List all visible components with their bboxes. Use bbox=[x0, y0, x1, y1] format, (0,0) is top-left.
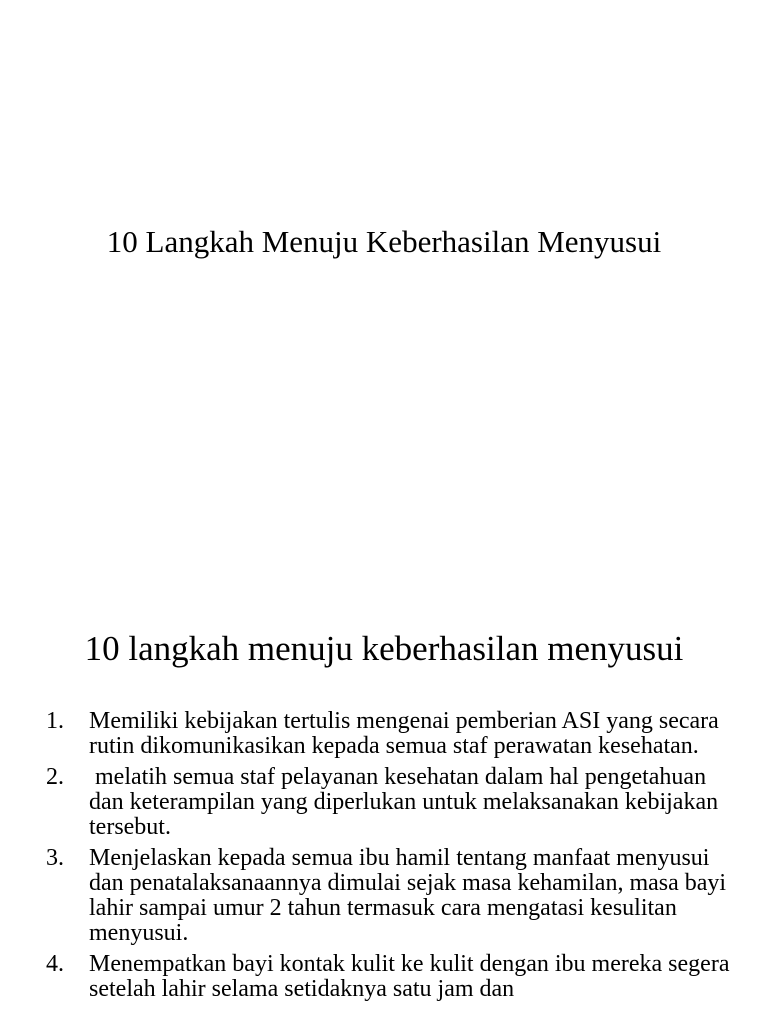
step-text: Menjelaskan kepada semua ibu hamil tentang manfaat menyusui dan penatalaksanaannya dimulai sejak masa kehamilan, masa bayi lahir sampai umur 2 tahun termasuk cara mengatasi kesulitan menyusui. bbox=[89, 845, 733, 946]
step-number: 2. bbox=[46, 764, 64, 790]
step-number: 1. bbox=[46, 708, 64, 734]
steps-list bbox=[0, 709, 768, 1008]
list-item-step-4 bbox=[0, 952, 768, 1002]
step-number: 4. bbox=[46, 951, 64, 977]
list-item-step-2 bbox=[0, 765, 768, 840]
slide-2-title: 10 langkah menuju keberhasilan menyusui bbox=[84, 629, 684, 668]
step-text: Memiliki kebijakan tertulis mengenai pemberian ASI yang secara rutin dikomunikasikan kepada semua staf perawatan kesehatan. bbox=[89, 708, 725, 759]
list-item-step-1 bbox=[0, 709, 768, 759]
step-text: Menempatkan bayi kontak kulit ke kulit dengan ibu mereka segera setelah lahir selama setidaknya satu jam dan bbox=[89, 951, 736, 1002]
step-number: 3. bbox=[46, 845, 64, 871]
list-item-step-3 bbox=[0, 846, 768, 946]
step-text: melatih semua staf pelayanan kesehatan dalam hal pengetahuan dan keterampilan yang diperlukan untuk melaksanakan kebijakan tersebut. bbox=[89, 764, 725, 840]
slide-2 bbox=[0, 576, 768, 1024]
slide-1-title: 10 Langkah Menuju Keberhasilan Menyusui bbox=[106, 224, 662, 259]
